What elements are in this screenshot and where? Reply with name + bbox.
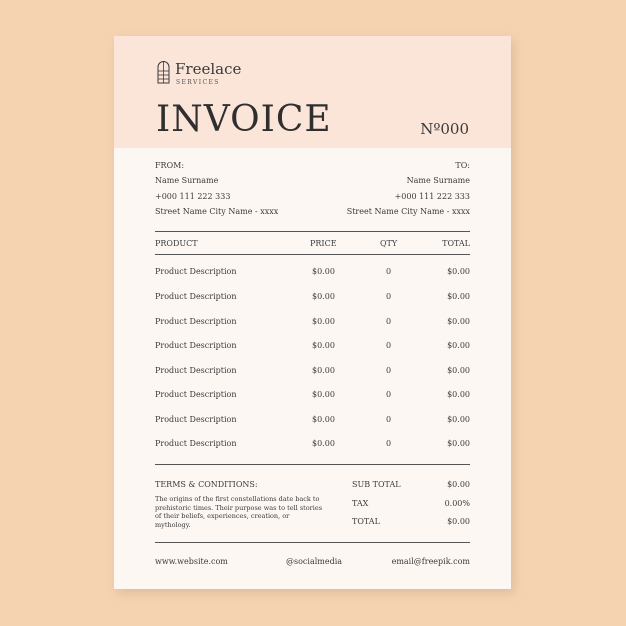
column-header-price: PRICE: [310, 239, 337, 248]
subtotal-label: SUB TOTAL: [352, 480, 401, 489]
from-phone: +000 111 222 333: [155, 192, 231, 201]
row-product: Product Description: [155, 292, 237, 301]
to-name: Name Surname: [406, 176, 470, 185]
terms-body: The origins of the first constellations date back to prehistoric times. Their purpose was to tell stories of their beliefs, experiences, creation, or mythology.: [155, 495, 323, 529]
row-price: $0.00: [312, 390, 335, 399]
from-label: FROM:: [155, 161, 185, 170]
row-total: $0.00: [447, 390, 470, 399]
subtotal-value: $0.00: [447, 480, 470, 489]
row-product: Product Description: [155, 415, 237, 424]
brand-subtitle: SERVICES: [176, 79, 220, 86]
row-qty: 0: [386, 415, 392, 424]
from-name: Name Surname: [155, 176, 219, 185]
row-price: $0.00: [312, 341, 335, 350]
row-product: Product Description: [155, 366, 237, 375]
row-price: $0.00: [312, 415, 335, 424]
row-total: $0.00: [447, 415, 470, 424]
from-address: Street Name City Name - xxxx: [155, 207, 279, 216]
row-product: Product Description: [155, 390, 237, 399]
page-title: INVOICE: [156, 99, 332, 140]
to-address: Street Name City Name - xxxx: [346, 207, 470, 216]
row-qty: 0: [386, 341, 392, 350]
row-total: $0.00: [447, 366, 470, 375]
row-price: $0.00: [312, 267, 335, 276]
row-qty: 0: [386, 390, 392, 399]
brand-name: Freelace: [175, 60, 242, 78]
to-label: TO:: [455, 161, 470, 170]
row-product: Product Description: [155, 341, 237, 350]
column-header-qty: QTY: [380, 239, 398, 248]
row-price: $0.00: [312, 439, 335, 448]
row-price: $0.00: [312, 292, 335, 301]
row-product: Product Description: [155, 267, 237, 276]
table-bottom-divider: [155, 464, 470, 465]
row-total: $0.00: [447, 317, 470, 326]
table-top-divider: [155, 231, 470, 232]
row-price: $0.00: [312, 317, 335, 326]
row-qty: 0: [386, 366, 392, 375]
row-product: Product Description: [155, 317, 237, 326]
invoice-number: Nº000: [420, 120, 469, 138]
row-qty: 0: [386, 317, 392, 326]
invoice-header: [114, 36, 511, 148]
row-product: Product Description: [155, 439, 237, 448]
window-logo-icon: [157, 60, 170, 84]
tax-value: 0.00%: [444, 499, 470, 508]
row-qty: 0: [386, 267, 392, 276]
invoice-page: [114, 36, 511, 589]
row-price: $0.00: [312, 366, 335, 375]
footer-website: www.website.com: [155, 557, 228, 566]
tax-label: TAX: [352, 499, 369, 508]
column-header-total: TOTAL: [442, 239, 470, 248]
total-label: TOTAL: [352, 517, 380, 526]
to-phone: +000 111 222 333: [394, 192, 470, 201]
terms-title: TERMS & CONDITIONS:: [155, 480, 258, 489]
footer-email: email@freepik.com: [391, 557, 470, 566]
row-total: $0.00: [447, 341, 470, 350]
row-total: $0.00: [447, 292, 470, 301]
table-header-divider: [155, 254, 470, 255]
column-header-product: PRODUCT: [155, 239, 198, 248]
row-qty: 0: [386, 439, 392, 448]
row-total: $0.00: [447, 267, 470, 276]
row-total: $0.00: [447, 439, 470, 448]
total-value: $0.00: [447, 517, 470, 526]
footer-divider: [155, 542, 470, 543]
row-qty: 0: [386, 292, 392, 301]
footer-social: @socialmedia: [286, 557, 343, 566]
